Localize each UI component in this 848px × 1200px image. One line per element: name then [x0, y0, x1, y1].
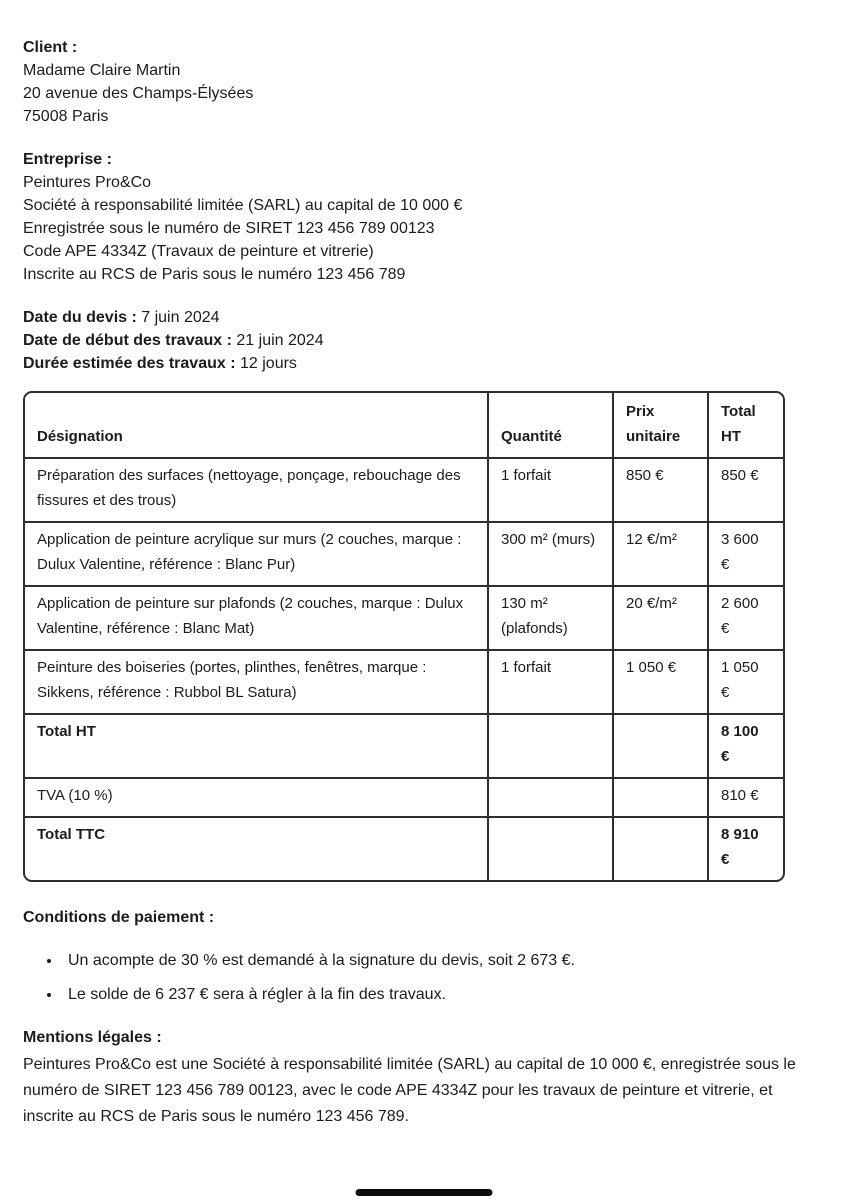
table-row — [25, 816, 783, 880]
cell-total-ht: 3 600 € — [707, 521, 783, 585]
legal-body: Peintures Pro&Co est une Société à responsabilité limitée (SARL) au capital de 10 000 €, enregistrée sous le numéro de SIRET 123 456 789 00123, avec le code APE 4334Z pour les travaux de peinture et vitrerie, et inscrite au RCS de Paris sous le numéro 123 456 789. — [23, 1056, 796, 1125]
legal-section — [23, 1026, 824, 1130]
payment-bullet: • Le solde de 6 237 € sera à régler à la fin des travaux. — [62, 983, 824, 1006]
cell-designation: Peinture des boiseries (portes, plinthes, fenêtres, marque : Sikkens, référence : Rubbol BL Satura) — [25, 649, 487, 713]
table-row — [25, 585, 783, 649]
cell-total-ht: 2 600 € — [707, 585, 783, 649]
quote-table — [23, 391, 785, 882]
text-line: Inscrite au RCS de Paris sous le numéro 123 456 789 — [23, 266, 406, 283]
cell-designation: Total TTC — [25, 816, 487, 880]
date-label: Date du devis : — [23, 309, 137, 326]
client-lines — [23, 59, 824, 128]
date-label: Date de début des travaux : — [23, 332, 232, 349]
cell-total-ht: 8 910 € — [707, 816, 783, 880]
cell-quantite — [487, 713, 612, 777]
cell-designation: Application de peinture sur plafonds (2 couches, marque : Dulux Valentine, référence : Blanc Mat) — [25, 585, 487, 649]
text-line: 75008 Paris — [23, 108, 109, 125]
cell-total-ht: 8 100 € — [707, 713, 783, 777]
payment-section — [23, 906, 824, 1006]
entreprise-heading: Entreprise : — [23, 151, 112, 168]
cell-prix-unitaire: 850 € — [612, 457, 707, 521]
table-row — [25, 777, 783, 816]
header-designation: Désignation — [37, 428, 123, 445]
date-label: Durée estimée des travaux : — [23, 355, 236, 372]
cell-quantite — [487, 816, 612, 880]
client-section — [23, 36, 824, 128]
text-line: 20 avenue des Champs-Élysées — [23, 85, 254, 102]
cell-quantite — [487, 777, 612, 816]
payment-bullets — [23, 949, 824, 1006]
table-header-row — [25, 393, 783, 457]
cell-quantite: 130 m² (plafonds) — [487, 585, 612, 649]
table-row — [25, 521, 783, 585]
cell-prix-unitaire — [612, 816, 707, 880]
text-line: Peintures Pro&Co — [23, 174, 152, 191]
cell-prix-unitaire: 12 €/m² — [612, 521, 707, 585]
date-line: Durée estimée des travaux : 12 jours — [23, 355, 297, 372]
payment-bullet: • Un acompte de 30 % est demandé à la signature du devis, soit 2 673 €. — [62, 949, 824, 972]
text-line: Madame Claire Martin — [23, 62, 181, 79]
cell-designation: Application de peinture acrylique sur murs (2 couches, marque : Dulux Valentine, référence : Blanc Pur) — [25, 521, 487, 585]
entreprise-section — [23, 148, 824, 286]
legal-heading: Mentions légales : — [23, 1029, 162, 1046]
cell-total-ht: 850 € — [707, 457, 783, 521]
cell-quantite: 300 m² (murs) — [487, 521, 612, 585]
cell-prix-unitaire — [612, 777, 707, 816]
header-total-ht: Total HT — [707, 393, 783, 457]
text-line: Code APE 4334Z (Travaux de peinture et vitrerie) — [23, 243, 374, 260]
table-row — [25, 457, 783, 521]
cell-designation: TVA (10 %) — [25, 777, 487, 816]
text-line: Société à responsabilité limitée (SARL) au capital de 10 000 € — [23, 197, 463, 214]
cell-prix-unitaire — [612, 713, 707, 777]
header-prix-unitaire: Prix unitaire — [612, 393, 707, 457]
cell-prix-unitaire: 1 050 € — [612, 649, 707, 713]
cell-total-ht: 810 € — [707, 777, 783, 816]
header-quantite: Quantité — [487, 393, 612, 457]
cell-quantite: 1 forfait — [487, 649, 612, 713]
table-row — [25, 649, 783, 713]
cell-designation: Préparation des surfaces (nettoyage, ponçage, rebouchage des fissures et des trous) — [25, 457, 487, 521]
dates-section — [23, 306, 824, 375]
table-row — [25, 713, 783, 777]
date-line: Date du devis : 7 juin 2024 — [23, 309, 220, 326]
date-line: Date de début des travaux : 21 juin 2024 — [23, 332, 324, 349]
cell-total-ht: 1 050 € — [707, 649, 783, 713]
home-indicator[interactable] — [356, 1189, 493, 1196]
text-line: Enregistrée sous le numéro de SIRET 123 456 789 00123 — [23, 220, 435, 237]
cell-designation: Total HT — [25, 713, 487, 777]
cell-prix-unitaire: 20 €/m² — [612, 585, 707, 649]
payment-heading: Conditions de paiement : — [23, 909, 215, 926]
entreprise-lines — [23, 171, 824, 286]
table-body — [25, 457, 783, 880]
cell-quantite: 1 forfait — [487, 457, 612, 521]
client-heading: Client : — [23, 39, 78, 56]
